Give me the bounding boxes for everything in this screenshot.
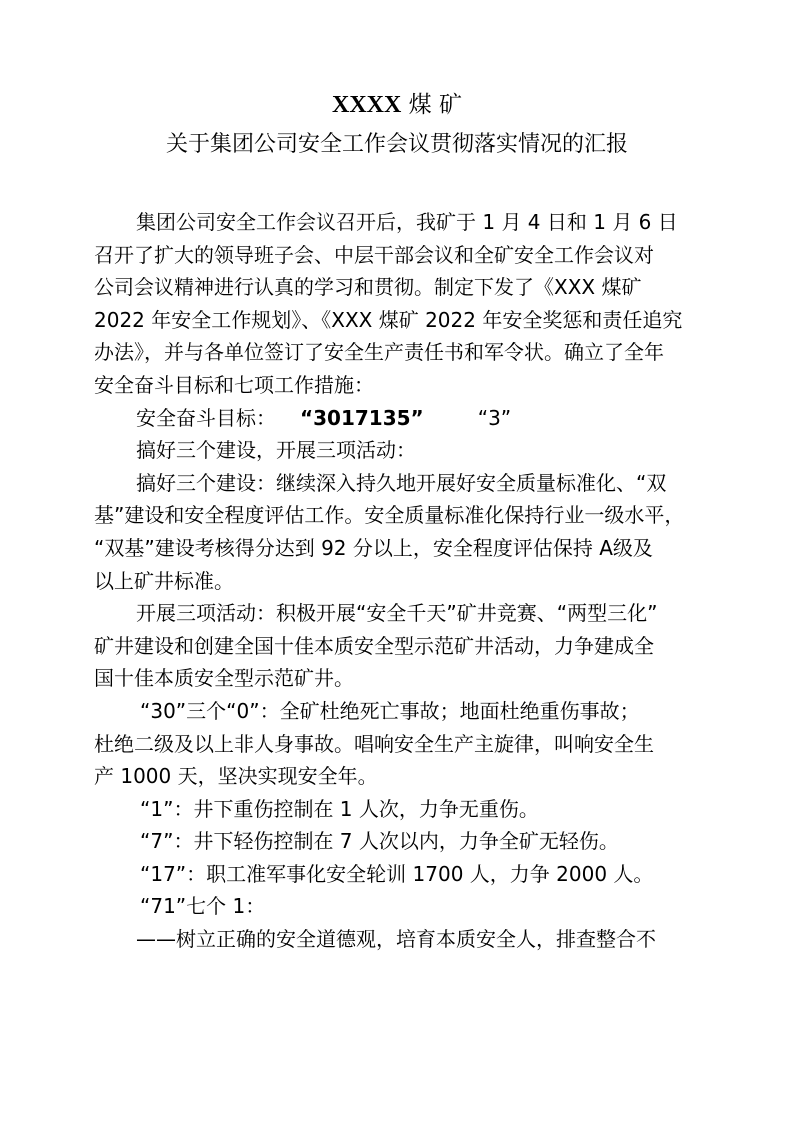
paragraph-line: 安全奋斗目标和七项工作措施：	[94, 372, 374, 397]
mine-name-latin: XXXX	[332, 92, 402, 118]
document-body	[94, 206, 734, 956]
goal-code-sub: “3”	[477, 405, 512, 430]
goal-line	[94, 402, 734, 435]
paragraph-line: “双基”建设考核得分达到 92 分以上，安全程度评估保持 A级及	[94, 535, 653, 560]
paragraph-line: “71”七个 1：	[140, 894, 266, 919]
paragraph-line: 搞好三个建设，开展三项活动：	[136, 438, 416, 463]
paragraph-line: 矿井建设和创建全国十佳本质安全型示范矿井活动，力争建成全	[94, 633, 654, 658]
paragraph-line: “30”三个“0”：全矿杜绝死亡事故；地面杜绝重伤事故；	[140, 698, 640, 723]
paragraph-line: 以上矿井标准。	[94, 568, 234, 593]
paragraph-line: 2022 年安全工作规划》、《XXX 煤矿 2022 年安全奖惩和责任追究	[94, 307, 683, 332]
paragraph-line: 搞好三个建设：继续深入持久地开展好安全质量标准化、“双	[136, 470, 667, 495]
paragraph-line: ——树立正确的安全道德观，培育本质安全人，排查整合不	[136, 927, 656, 952]
document-title	[0, 88, 794, 122]
paragraph-line: 基”建设和安全程度评估工作。安全质量标准化保持行业一级水平，	[94, 503, 685, 528]
paragraph-line: “17”：职工准军事化安全轮训 1700 人，力争 2000 人。	[140, 861, 654, 886]
paragraph-line: 杜绝二级及以上非人身事故。唱响安全生产主旋律，叫响安全生	[94, 731, 654, 756]
goal-label: 安全奋斗目标：	[136, 405, 276, 430]
paragraph-line: 集团公司安全工作会议召开后，我矿于 1 月 4 日和 1 月 6 日	[136, 210, 678, 234]
paragraph-line: 办法》，并与各单位签订了安全生产责任书和军令状。确立了全年	[94, 340, 664, 365]
paragraph-line: 公司会议精神进行认真的学习和贯彻。制定下发了《XXX 煤矿	[94, 275, 642, 300]
paragraph-line: 召开了扩大的领导班子会、中层干部会议和全矿安全工作会议对	[94, 242, 654, 267]
paragraph-line: “7”：井下轻伤控制在 7 人次以内，力争全矿无轻伤。	[140, 829, 619, 854]
goal-code: “3017135”	[300, 405, 424, 430]
document-subtitle: 关于集团公司安全工作会议贯彻落实情况的汇报	[165, 132, 628, 157]
paragraph-line: “1”：井下重伤控制在 1 人次，力争无重伤。	[140, 796, 539, 821]
paragraph-line: 国十佳本质安全型示范矿井。	[94, 666, 354, 691]
mine-name-cn: 煤 矿	[401, 92, 462, 118]
paragraph-line: 产 1000 天，坚决实现安全年。	[94, 764, 378, 789]
paragraph-line: 开展三项活动：积极开展“安全千天”矿井竞赛、“两型三化”	[136, 601, 658, 626]
